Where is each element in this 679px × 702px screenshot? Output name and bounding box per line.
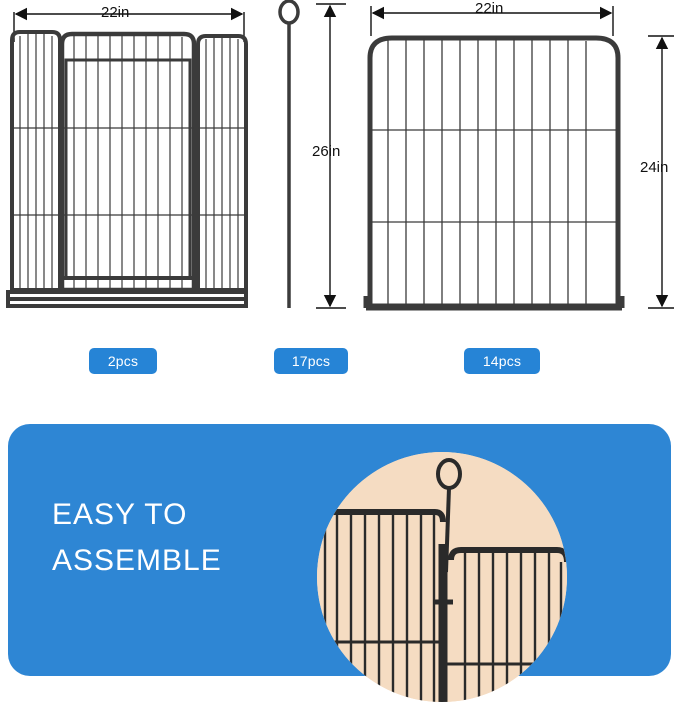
promo-title-line-1: EASY TO	[52, 498, 188, 531]
dimension-label-stake-height: 26in	[312, 143, 341, 160]
plain-panel-group	[366, 38, 622, 308]
ground-stake	[280, 1, 298, 308]
badge-panel-with-door-count: 2pcs	[89, 348, 157, 374]
promo-title-line-2: ASSEMBLE	[52, 544, 222, 577]
promo-title	[52, 492, 222, 584]
badge-ground-stake-count: 17pcs	[274, 348, 348, 374]
assembly-closeup-photo	[317, 452, 567, 702]
assembly-closeup-art	[317, 452, 567, 702]
badge-plain-panel-count: 14pcs	[464, 348, 540, 374]
dimension-label-left-width: 22in	[101, 4, 130, 21]
gate-panel-group	[8, 32, 246, 306]
dimension-label-right-height: 24in	[640, 159, 669, 176]
dimension-label-right-width: 22in	[475, 0, 504, 17]
